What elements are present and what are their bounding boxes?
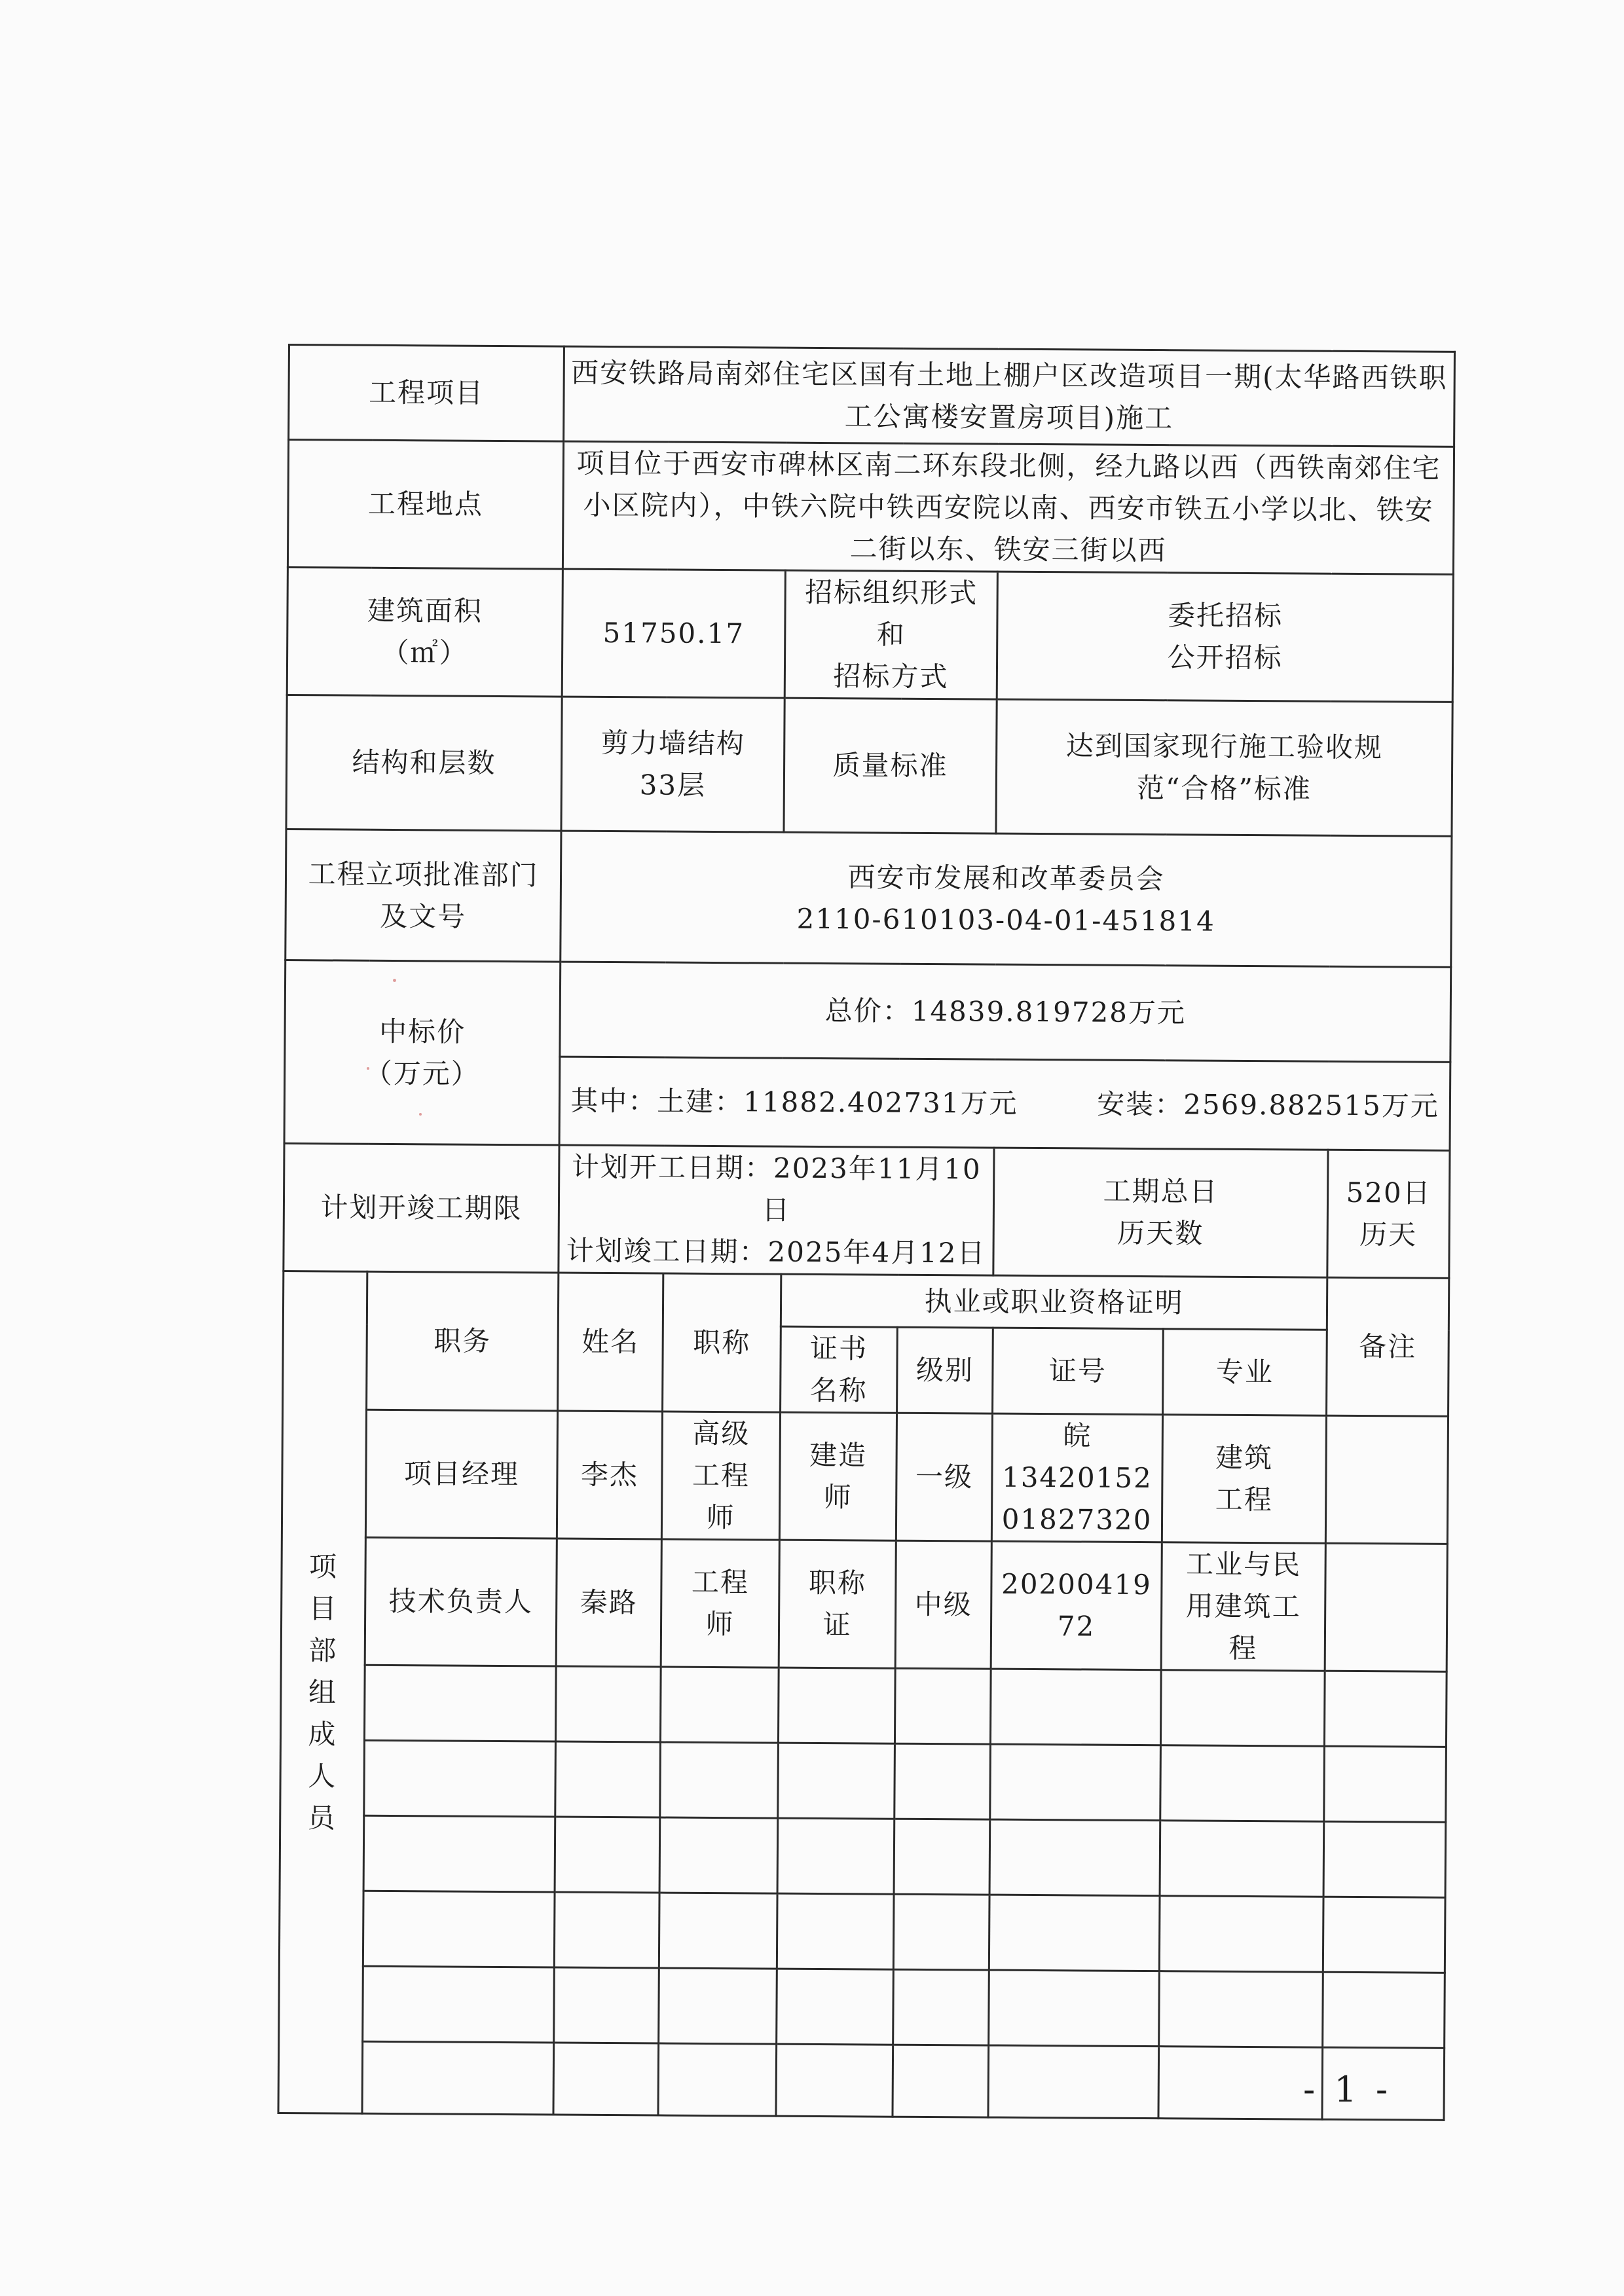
member-title [661,1539,779,1667]
member-cert-line: 建造 [809,1438,868,1472]
bid-form-value-line1: 委托招标 [1167,599,1283,632]
header-qualification: 执业或职业资格证明 [781,1274,1327,1330]
member-specialty [1161,1542,1325,1671]
member-cert-no [991,1413,1162,1542]
approval-value-line1: 西安市发展和改革委员会 [847,860,1165,895]
member-name: 李杰 [557,1411,662,1539]
member-title-line: 工程 [692,1459,750,1492]
member-title-line: 工程 [691,1565,750,1599]
member-name: 秦路 [556,1539,661,1667]
member-cert-line: 师 [823,1481,853,1514]
member-cert-no-line: 皖 [1063,1419,1092,1452]
member-title-line: 师 [705,1607,735,1641]
member-specialty-line: 建筑 [1215,1441,1274,1474]
header-cert-name [781,1326,898,1413]
header-specialty: 专业 [1163,1329,1327,1416]
member-specialty-line: 工程 [1215,1483,1273,1516]
member-cert-line: 职称 [808,1566,867,1599]
price-label-line2: （万元） [364,1057,480,1090]
approval-label-line1: 工程立项批准部门 [308,857,539,891]
approval-value [561,831,1452,967]
price-install: 安装：2569.882515万元 [1097,1087,1439,1122]
table-row-empty [278,2041,1445,2120]
header-remarks: 备注 [1327,1277,1449,1416]
member-remarks [1325,1543,1447,1671]
member-cert-name [779,1412,896,1540]
member-level: 中级 [895,1540,991,1669]
member-title [661,1412,780,1540]
project-value: 西安铁路局南郊住宅区国有土地上棚户区改造项目一期(太华路西铁职工公寓楼安置房项目)施工 [564,346,1455,446]
structure-value-line2: 33层 [639,769,707,801]
member-cert-no-line: 20200419 [1001,1567,1153,1601]
bid-form-value-line2: 公开招标 [1167,641,1283,674]
member-cert-no [991,1541,1162,1670]
bid-form-value [997,572,1453,702]
quality-label: 质量标准 [784,698,997,833]
row-project [289,345,1455,447]
project-info-table [277,344,1456,2121]
area-label-line1: 建筑面积 [367,594,483,627]
bid-form-label-line1: 招标组织形式和 [805,575,978,651]
price-total: 总价：14839.819728万元 [560,962,1451,1062]
approval-label [286,829,561,962]
project-label: 工程项目 [289,345,564,442]
member-cert-no-line: 13420152 [1001,1461,1153,1495]
table-row-empty [279,1965,1445,2048]
header-name: 姓名 [558,1273,663,1412]
team-side-label [278,1271,367,2113]
table-row-empty [280,1740,1447,1822]
area-value: 51750.17 [562,569,785,698]
location-value: 项目位于西安市碑林区南二环东段北侧，经九路以西（西铁南郊住宅小区院内），中铁六院中铁西安院以南、西安市铁五小学以北、铁安二街以东、铁安三街以西 [563,441,1454,574]
schedule-dates [559,1145,994,1275]
area-label [287,568,563,697]
table-row-empty [280,1664,1447,1747]
structure-value-line1: 剪力墙结构 [600,726,745,760]
approval-label-line2: 及文号 [380,900,467,933]
member-specialty-line: 工业与民 [1185,1548,1302,1581]
member-position: 技术负责人 [365,1537,557,1666]
schedule-start: 计划开工日期：2023年11月10日 [571,1150,982,1226]
structure-label: 结构和层数 [286,695,562,831]
price-split [559,1057,1450,1150]
header-title: 职称 [663,1273,781,1412]
bid-form-label [784,570,997,699]
row-approval [286,829,1452,967]
member-position: 项目经理 [365,1410,557,1539]
table-row [281,1537,1447,1671]
schedule-end: 计划竣工日期：2025年4月12日 [566,1234,986,1269]
header-cert-name-line1: 证书 [809,1332,868,1365]
structure-value [561,697,784,832]
price-label-line1: 中标价 [378,1015,466,1048]
header-cert-name-line2: 名称 [809,1374,868,1407]
area-label-line2: （㎡） [381,636,468,669]
approval-value-line2: 2110-610103-04-01-451814 [796,902,1215,938]
member-specialty-line: 用建筑工 [1185,1590,1301,1623]
quality-value-line2: 范“合格”标准 [1136,771,1312,805]
table-row-empty [280,1815,1446,1897]
location-label: 工程地点 [287,440,563,570]
member-cert-line: 证 [822,1609,852,1641]
member-cert-name [779,1540,896,1668]
member-title-line: 师 [706,1501,735,1534]
header-position: 职务 [367,1271,559,1411]
header-level: 级别 [897,1327,993,1413]
row-location [287,440,1454,575]
duration-label-line2: 历天数 [1117,1216,1204,1250]
row-area [287,568,1453,702]
team-side-label-text: 项目部组成人员 [307,1550,339,1834]
duration-label [993,1148,1328,1277]
member-specialty [1162,1415,1326,1544]
price-civil: 其中：土建：11882.402731万元 [570,1084,1018,1120]
row-team-header-1 [283,1271,1449,1330]
quality-value-line1: 达到国家现行施工验收规 [1065,729,1383,764]
row-price-total [285,960,1451,1062]
member-specialty-line: 程 [1228,1631,1258,1665]
member-title-line: 高级 [692,1417,750,1450]
row-structure [286,695,1452,836]
member-level: 一级 [896,1413,992,1541]
duration-value: 520日历天 [1327,1150,1450,1278]
page-number: - 1 - [1303,2069,1392,2110]
bid-form-label-line2: 招标方式 [833,660,949,693]
member-cert-no-line: 72 [1057,1610,1096,1643]
table-row-empty [279,1890,1445,1973]
price-label [284,960,561,1145]
header-cert-no: 证号 [993,1328,1164,1415]
row-schedule [284,1143,1450,1278]
schedule-label: 计划开竣工期限 [284,1143,559,1273]
quality-value [996,699,1452,836]
member-cert-no-line: 01827320 [1001,1503,1153,1537]
duration-label-line1: 工期总日 [1103,1175,1219,1208]
table-row [282,1409,1448,1544]
member-remarks [1325,1415,1448,1544]
